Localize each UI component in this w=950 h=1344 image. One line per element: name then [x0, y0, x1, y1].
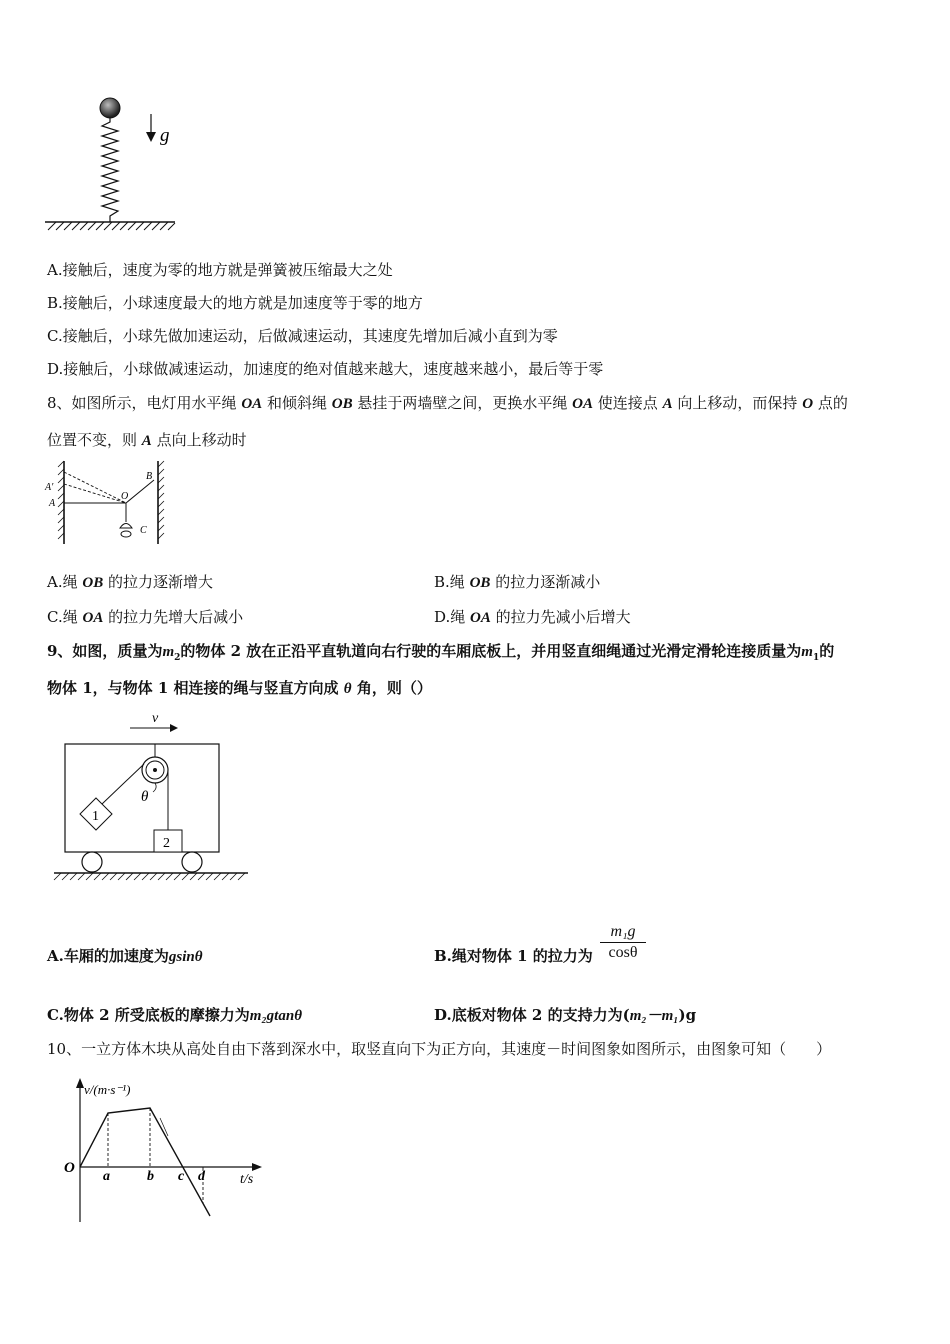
rope-oa-alt — [64, 472, 129, 503]
vt-curve — [80, 1108, 210, 1216]
wheel-right — [182, 852, 202, 872]
q9-stem-line2: 物体 1，与物体 1 相连接的绳与竖直方向成 θ 角，则（） — [47, 679, 432, 697]
theta-label: θ — [141, 789, 149, 805]
origin-label: O — [64, 1160, 75, 1176]
q8-stem-line1: 8、如图所示，电灯用水平绳 OA 和倾斜绳 OB 悬挂于两墙壁之间，更换水平绳 OA 使连接点 A 向上移动，而保持 O 点的 — [47, 394, 848, 412]
spring-ball-figure — [40, 90, 200, 240]
vt-graph-figure — [60, 1076, 270, 1226]
q9-option-c: C.物体 2 所受底板的摩擦力为m₂gtanθ — [47, 1006, 302, 1024]
rope-ob — [126, 480, 154, 503]
ball — [100, 98, 120, 118]
q8-option-d: D.绳 OA 的拉力先减小后增大 — [434, 608, 631, 626]
q8-stem-line2: 位置不变，则 A 点向上移动时 — [47, 431, 247, 449]
y-axis-arrow-icon — [76, 1078, 84, 1088]
tick-c: c — [178, 1169, 185, 1184]
gravity-arrow-icon — [146, 114, 156, 142]
q9-option-b-fraction — [600, 922, 646, 963]
block1-label: 1 — [92, 809, 99, 824]
lamp-walls-figure — [40, 458, 175, 550]
q9-stem-line1: 9、如图，质量为$m_2$的物体 2 放在正沿平直轨道向右行驶的车厢底板上，并用竖直细绳通过光滑定滑轮连接质量为$m_1$的 — [47, 642, 835, 663]
q7-option-b: B.接触后，小球速度最大的地方就是加速度等于零的地方 — [47, 294, 423, 312]
carriage-pulley-figure — [48, 706, 258, 886]
q9-option-b: B.绳对物体 1 的拉力为 — [434, 947, 593, 965]
wheel-left — [82, 852, 102, 872]
rope-oa-prime — [64, 484, 129, 503]
block2-label: 2 — [163, 836, 170, 851]
q9-option-d: D.底板对物体 2 的支持力为(m₂－m₁)g — [434, 1006, 697, 1024]
gravity-label: g — [160, 125, 170, 146]
tick-a: a — [103, 1169, 110, 1184]
label-a-prime: A′ — [45, 482, 54, 493]
label-a: A — [49, 498, 56, 509]
q7-option-d: D.接触后，小球做减速运动，加速度的绝对值越来越大，速度越来越小，最后等于零 — [47, 360, 604, 378]
rope-to-block1 — [102, 764, 144, 804]
lamp-icon — [120, 524, 132, 529]
q8-option-c: C.绳 OA 的拉力先增大后减小 — [47, 608, 244, 626]
track-hatch — [54, 873, 245, 880]
q8-option-a: A.绳 OB 的拉力逐渐增大 — [47, 573, 214, 591]
q10-stem: 10、一立方体木块从高处自由下落到深水中，取竖直向下为正方向，其速度－时间图象如图所示，由图象可知（ ） — [47, 1040, 832, 1058]
q9-option-a: A.车厢的加速度为gsinθ — [47, 947, 203, 965]
ground-hatch — [48, 222, 175, 230]
tick-b: b — [147, 1169, 154, 1184]
velocity-label: v — [152, 711, 159, 726]
fraction-denominator: cosθ — [600, 942, 646, 963]
x-axis-label: t/s — [240, 1172, 254, 1187]
label-o: O — [121, 491, 129, 502]
label-c: C — [140, 525, 147, 536]
y-axis-label: v/(m·s⁻¹) — [84, 1082, 131, 1097]
x-axis-arrow-icon — [252, 1163, 262, 1171]
fraction-numerator: m₁g — [610, 923, 636, 940]
label-b: B — [146, 471, 153, 482]
tick-d: d — [198, 1169, 205, 1184]
spring — [102, 118, 118, 222]
q7-option-a: A.接触后，速度为零的地方就是弹簧被压缩最大之处 — [47, 261, 393, 279]
q7-option-c: C.接触后，小球先做加速运动，后做减速运动，其速度先增加后减小直到为零 — [47, 327, 558, 345]
q8-option-b: B.绳 OB 的拉力逐渐减小 — [434, 573, 601, 591]
